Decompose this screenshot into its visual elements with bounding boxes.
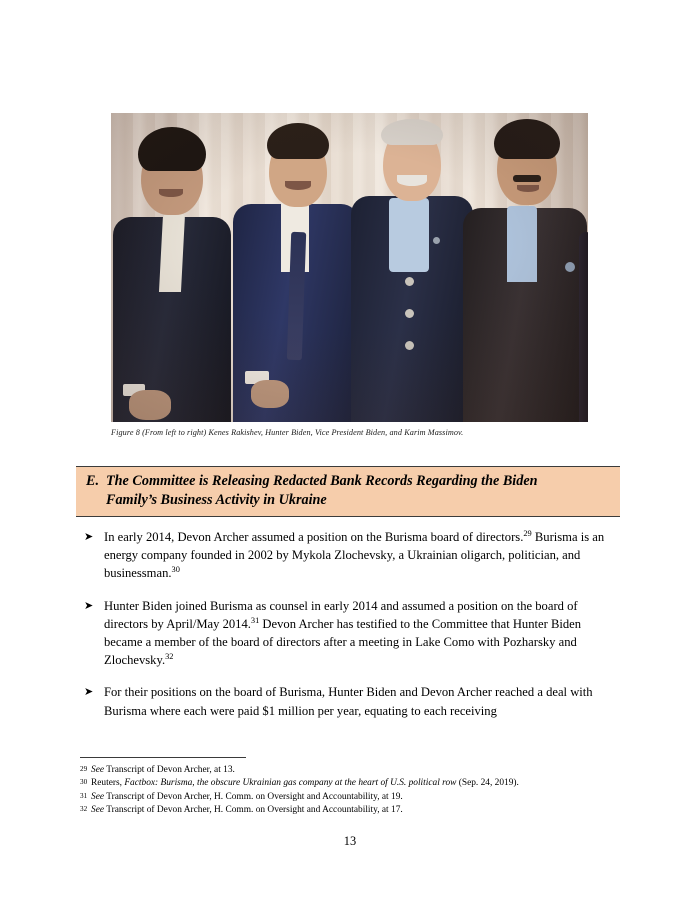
bullet-text: Hunter Biden joined Burisma as counsel in early 2014 and assumed a position on the board of directors by April/May 2014.31 Devon Archer has testified to the Committee that Hunter Biden became a member of the board of directors after a meeting in Lake Como with Pozharsky and Zlochevsky.$^{32}$ [104,598,582,668]
section-heading-line2: Family’s Business Activity in Ukraine [106,492,327,508]
bullet-item [84,528,620,583]
footnote-item [80,777,625,789]
footnote-number: 30 [80,778,88,787]
footnote-number: 32 [80,805,88,814]
figure-caption: Figure 8 (From left to right) Kenes Rakishev, Hunter Biden, Vice President Biden, and Karim Massimov. [111,428,464,437]
footnote-text: See Transcript of Devon Archer, H. Comm. on Oversight and Accountability, at 19. [91,791,403,802]
bullet-text: In early 2014, Devon Archer assumed a position on the Burisma board of directors.$^{29}$ Burisma is an energy company founded in 2002 by Mykola Zlochevsky, a Ukrainian oligarch, politician, and businessman.$^{30}$ [104,528,605,581]
bullet-arrow-icon: ➤ [84,599,94,612]
footnote-text: Reuters, Factbox: Burisma, the obscure Ukrainian gas company at the heart of U.S. political row (Sep. 24, 2019). [91,778,519,789]
footnote-number: 31 [80,791,88,800]
bullet-list [84,528,620,734]
footnote-text: See Transcript of Devon Archer, H. Comm. on Oversight and Accountability, at 17. [91,805,403,816]
bullet-item [84,683,620,719]
bullet-arrow-icon: ➤ [84,531,94,543]
footnote-item [80,764,625,776]
footnote-reference[interactable]: 31 [250,615,260,625]
group-photograph [111,113,588,422]
footnote-number: 29 [80,765,88,773]
section-letter: E. [86,473,100,489]
bullet-arrow-icon: ➤ [84,686,94,699]
footnote-separator [80,757,246,758]
footnote-reference[interactable]: 32 [165,652,174,662]
footnote-reference[interactable]: 29 [523,528,532,538]
section-heading-e [76,466,620,517]
page-number: 13 [343,834,357,848]
footnote-item [80,791,625,803]
footnote-text: See Transcript of Devon Archer, at 13. [91,765,235,775]
footnote-reference[interactable]: 30 [171,565,180,575]
figure-8 [111,113,588,422]
footnote-list [80,764,625,818]
section-heading-line1: The Committee is Releasing Redacted Bank Records Regarding the Biden [106,473,538,489]
photo-vignette [111,113,588,422]
bullet-item [84,597,620,670]
bullet-text: For their positions on the board of Burisma, Hunter Biden and Devon Archer reached a deal with Burisma where each were paid $1 million per year, equating to each receiving [104,685,593,718]
footnote-item [80,804,625,816]
